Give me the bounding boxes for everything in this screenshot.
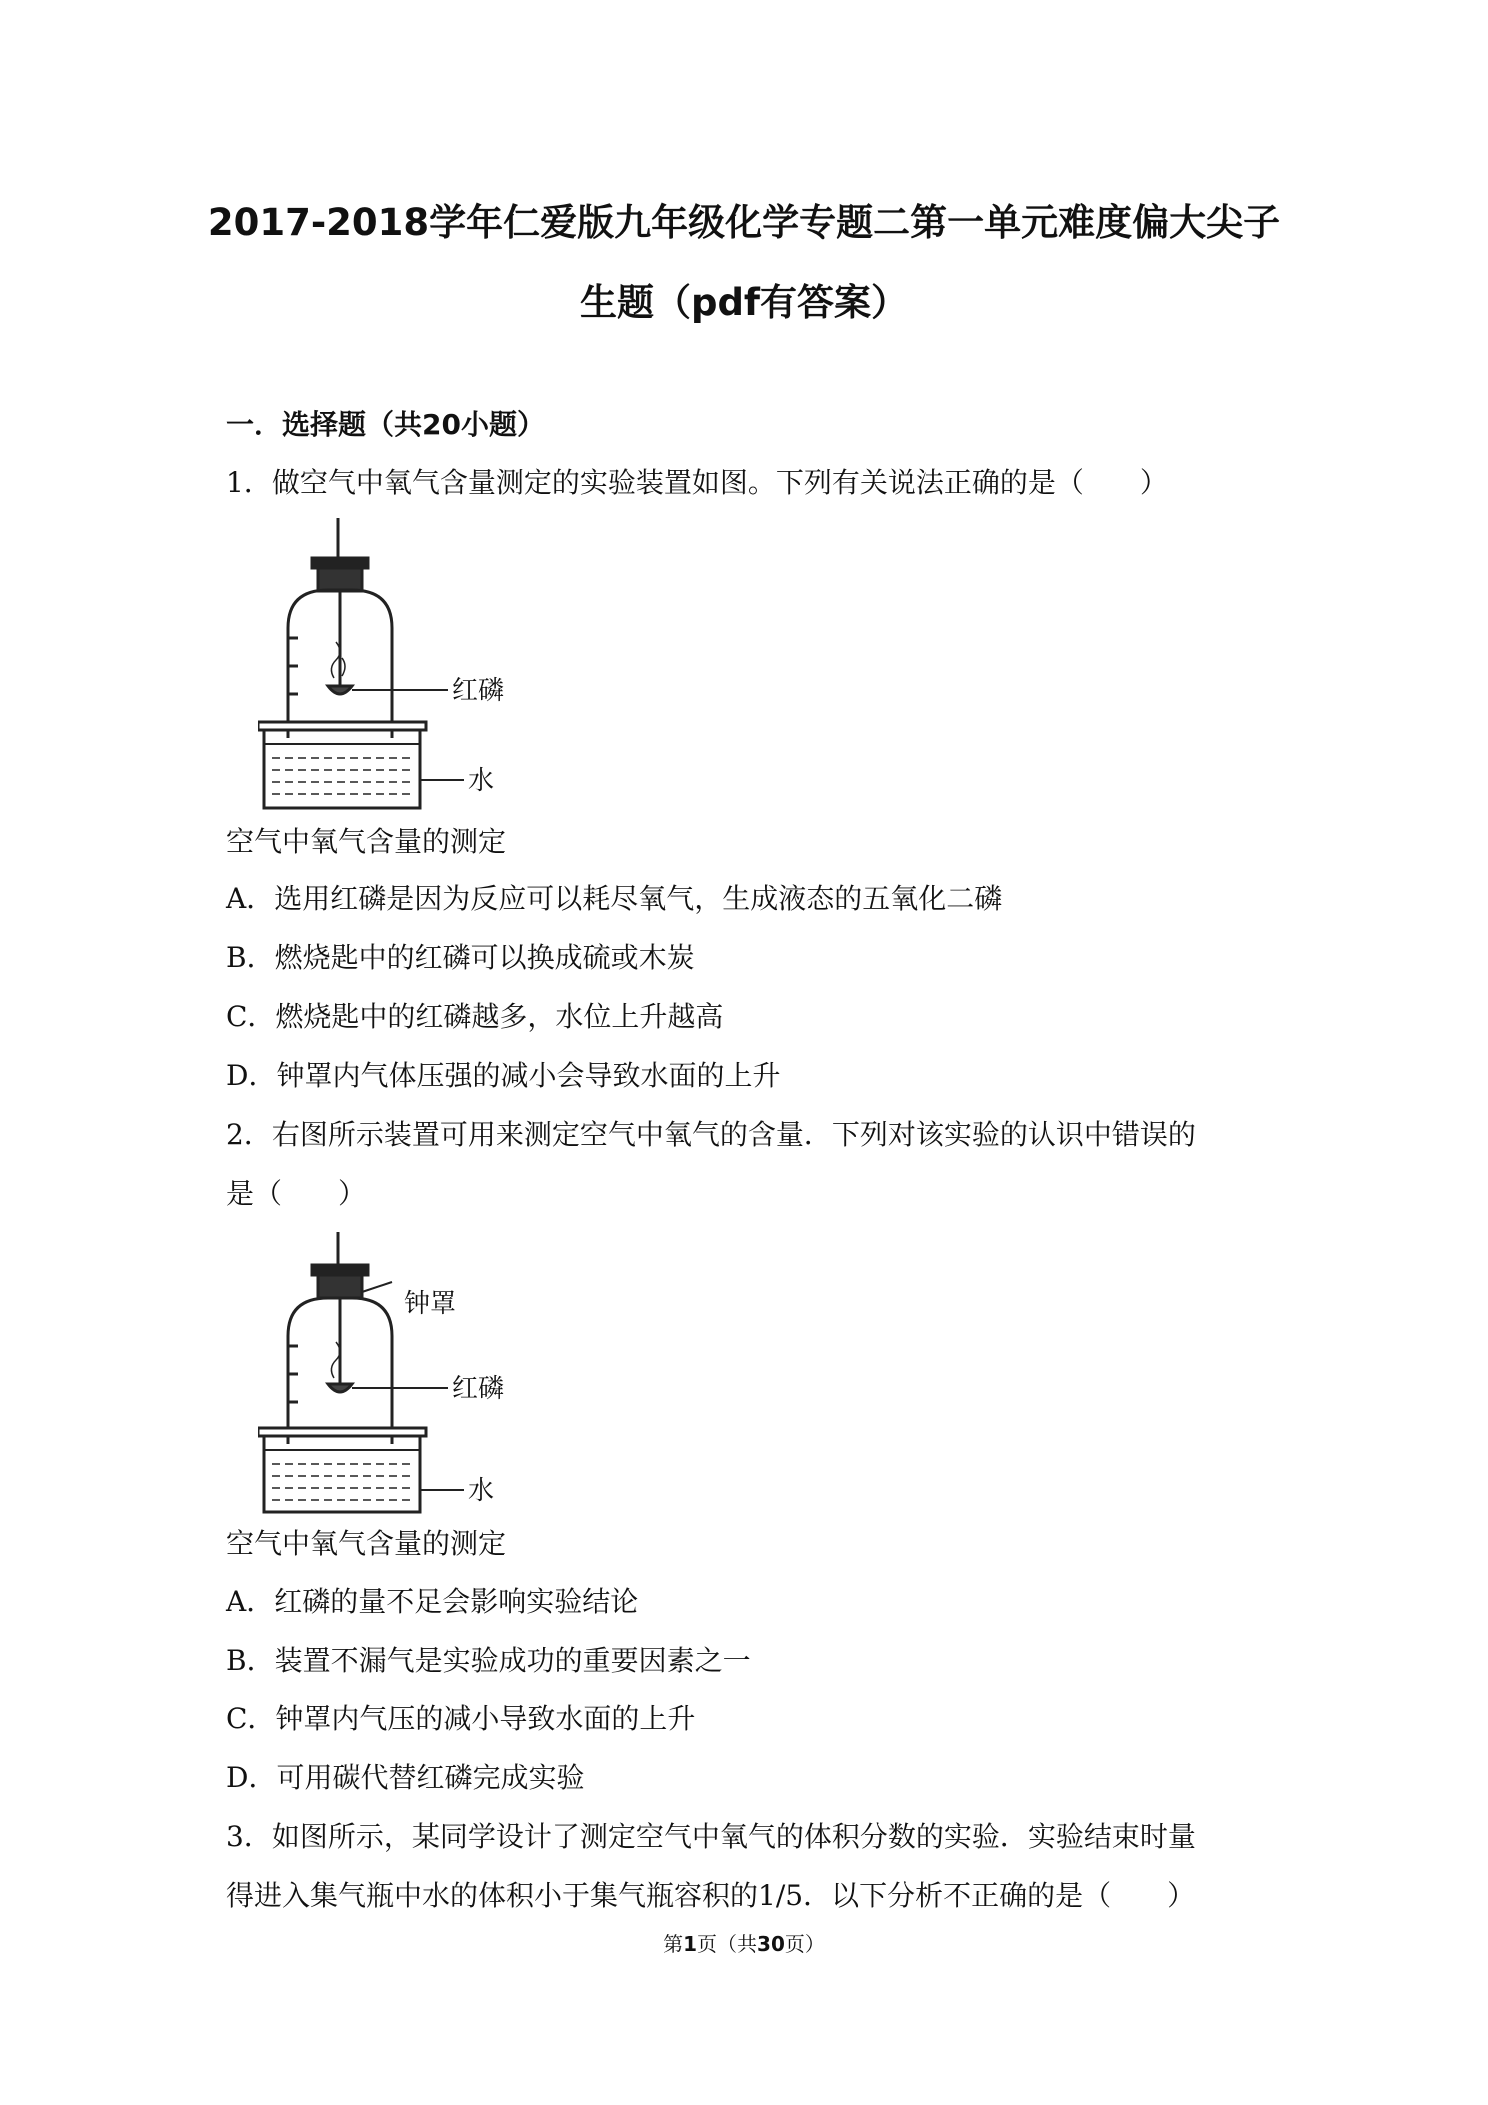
page-footer [0,1928,1488,1957]
question-1-figure-caption: 空气中氧气含量的测定 [226,825,507,858]
footer-page-number: 1 [683,1932,698,1956]
question-2-stem-line1: 2．右图所示装置可用来测定空气中氧气的含量．下列对该实验的认识中错误的 [226,1118,1196,1151]
question-3-stem-line1: 3．如图所示，某同学设计了测定空气中氧气的体积分数的实验．实验结束时量 [226,1820,1196,1853]
footer-total-pages: 30 [757,1932,785,1956]
question-1-stem: 1．做空气中氧气含量测定的实验装置如图。下列有关说法正确的是（ ） [226,466,1168,499]
footer-middle: 页（共 [697,1932,758,1956]
question-1-option-c: C．燃烧匙中的红磷越多，水位上升越高 [226,1000,724,1033]
figure-2-label-water: 水 [468,1476,495,1506]
question-2-option-b: B．装置不漏气是实验成功的重要因素之一 [226,1644,751,1677]
question-1-option-a: A．选用红磷是因为反应可以耗尽氧气，生成液态的五氧化二磷 [226,882,1003,915]
question-1-figure [258,518,558,818]
footer-prefix: 第 [663,1932,684,1956]
document-title-line1: 2017-2018学年仁爱版九年级化学专题二第一单元难度偏大尖子 [207,201,1281,244]
question-1-option-b: B．燃烧匙中的红磷可以换成硫或木炭 [226,941,695,974]
figure-2-label-red-phosphorus: 红磷 [452,1374,505,1404]
figure-2-label-bell-jar: 钟罩 [404,1289,457,1319]
question-2-option-d: D．可用碳代替红磷完成实验 [226,1761,585,1794]
question-2-stem-line2: 是（ ） [226,1177,367,1210]
question-2-figure-caption: 空气中氧气含量的测定 [226,1527,507,1560]
section-heading: 一．选择题（共20小题） [226,408,545,441]
footer-suffix: 页） [784,1932,825,1956]
figure-1-label-water: 水 [468,766,495,796]
question-2-option-c: C．钟罩内气压的减小导致水面的上升 [226,1702,696,1735]
document-title-line2: 生题（pdf有答案） [579,281,909,324]
question-1-option-d: D．钟罩内气体压强的减小会导致水面的上升 [226,1059,781,1092]
question-2-figure [258,1232,558,1522]
question-3-stem-line2: 得进入集气瓶中水的体积小于集气瓶容积的1/5．以下分析不正确的是（ ） [226,1879,1196,1912]
question-2-option-a: A．红磷的量不足会影响实验结论 [226,1585,639,1618]
figure-1-label-red-phosphorus: 红磷 [452,676,505,706]
